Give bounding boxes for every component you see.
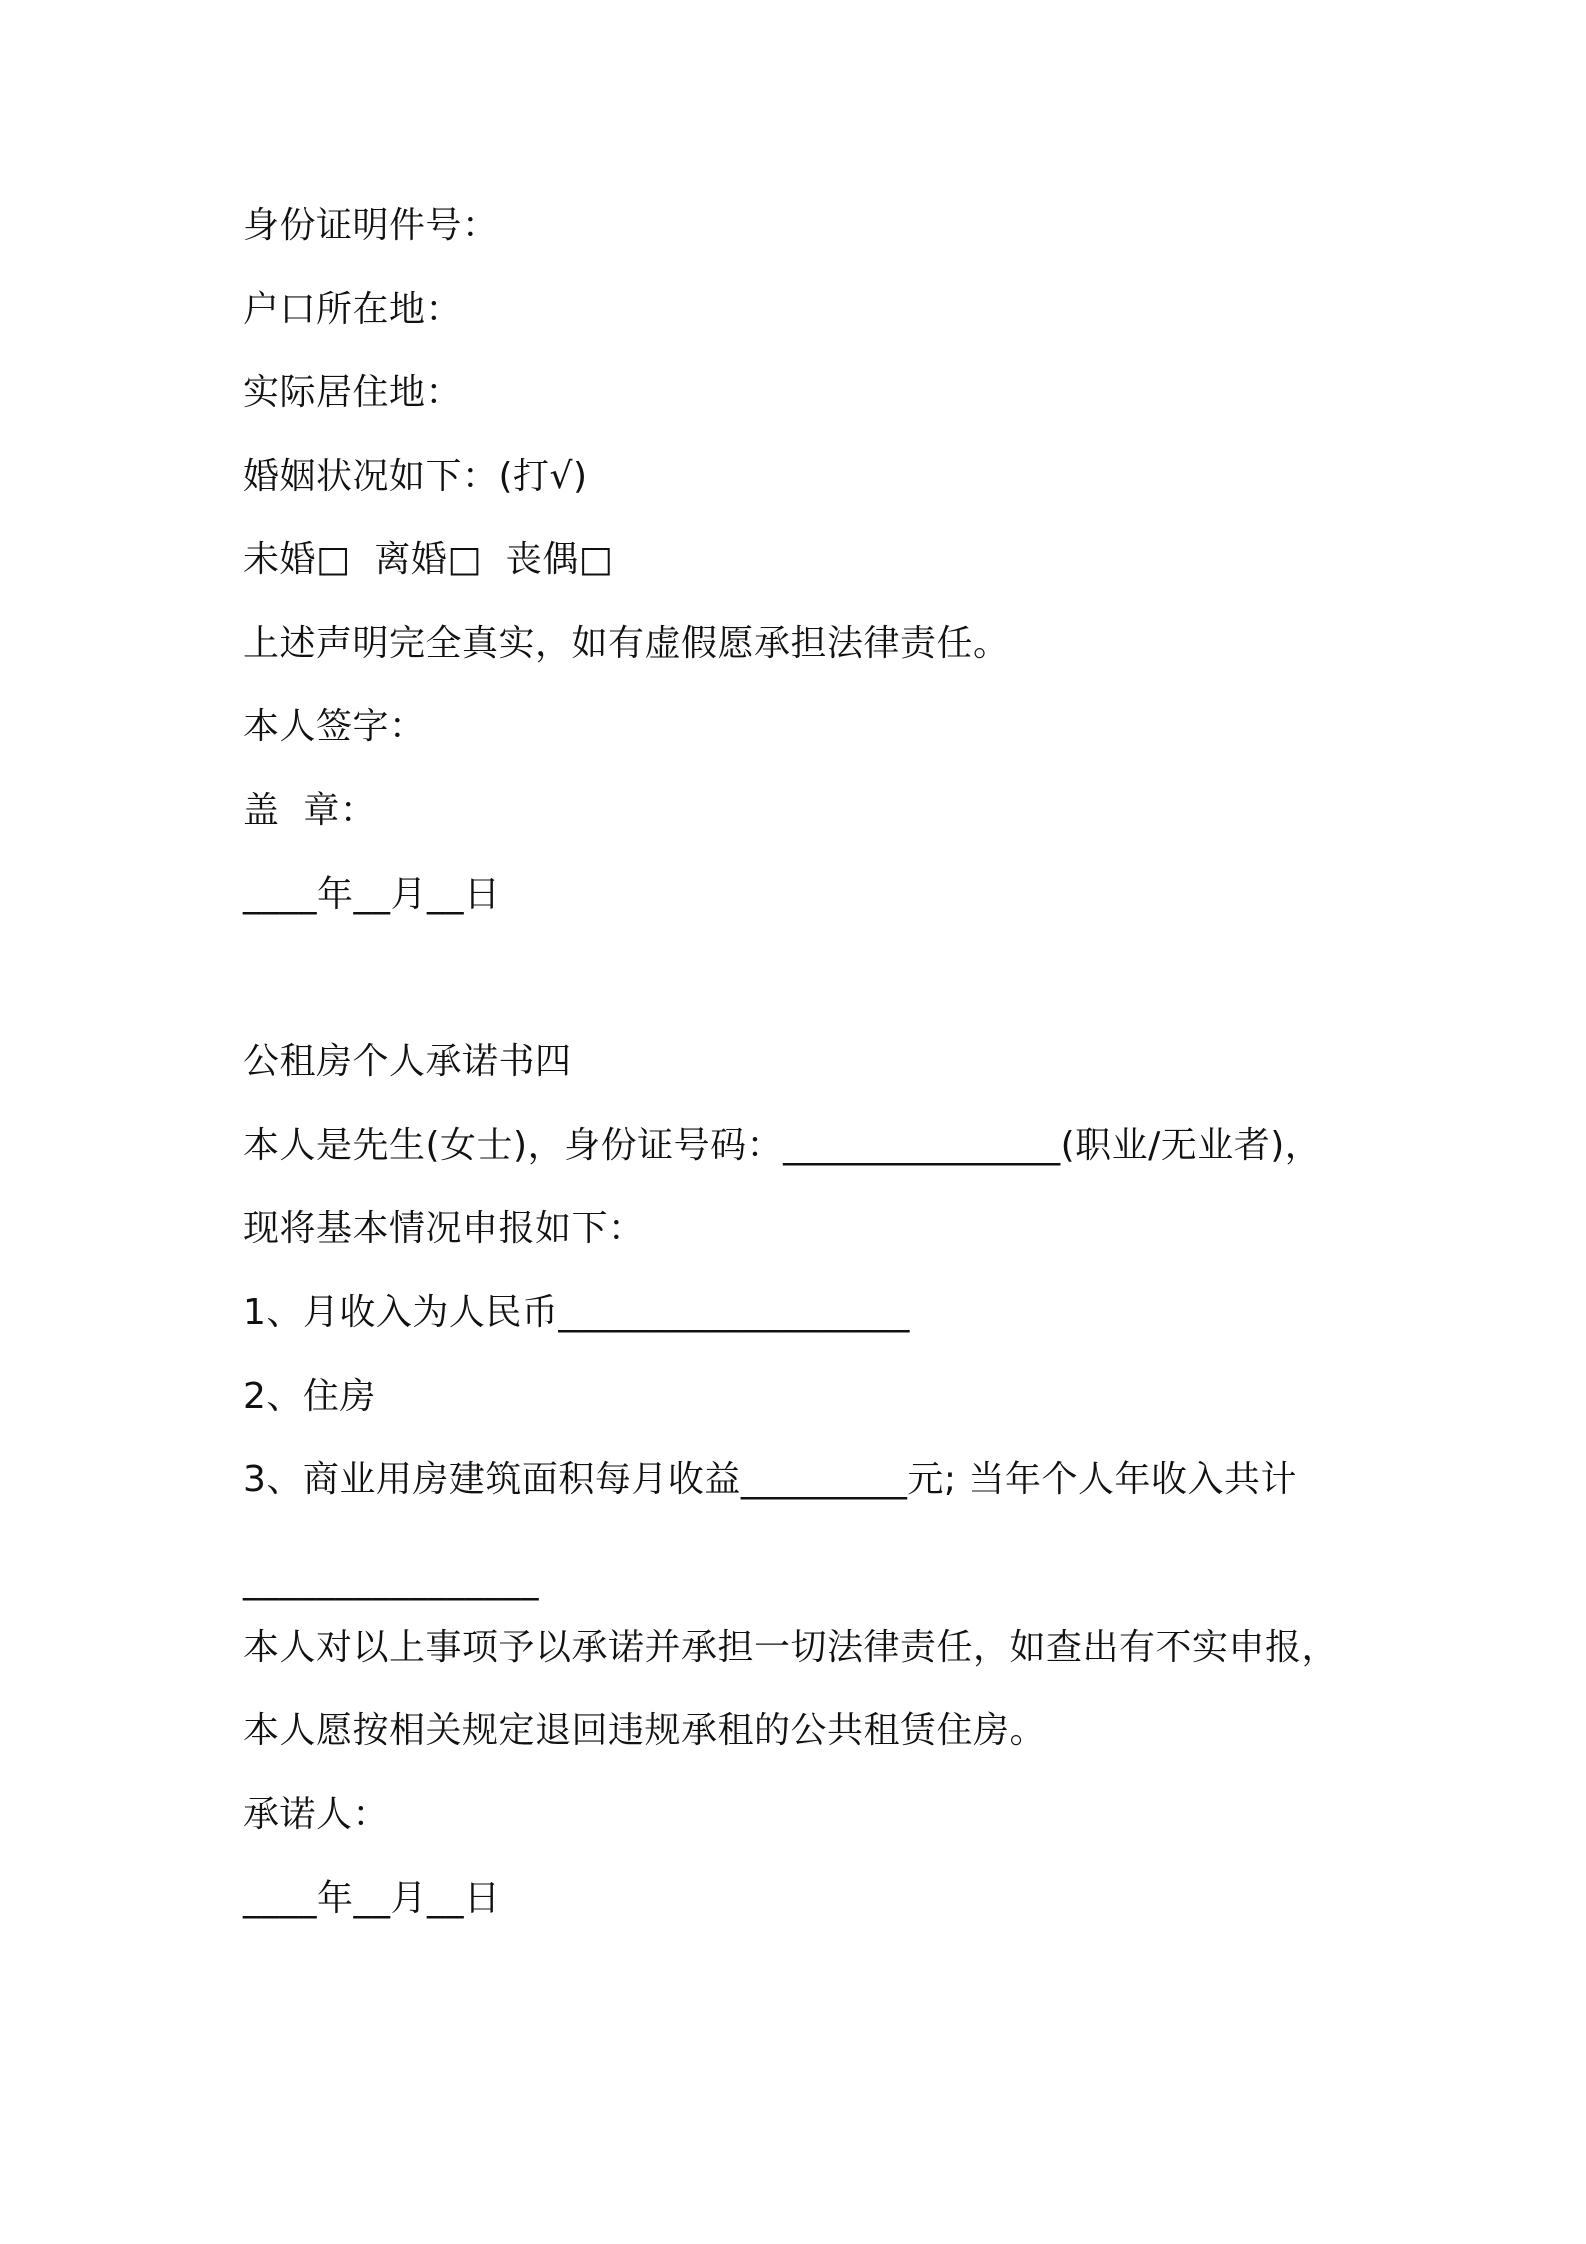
date-line-1: ____年__月__日: [243, 874, 501, 915]
pledger-label: 承诺人：: [243, 1794, 390, 1835]
section-title: 公租房个人承诺书四: [243, 1041, 572, 1082]
seal-label: 盖 章：: [243, 790, 377, 831]
household-registration-label: 户口所在地：: [243, 289, 463, 330]
date-line-2: ____年__月__日: [243, 1878, 501, 1919]
marital-options: 未婚□ 离婚□ 丧偶□: [243, 539, 614, 580]
pledge-line-1: 本人对以上事项予以承诺并承担一切法律责任，如查出有不实申报，: [243, 1627, 1339, 1668]
marital-status-label: 婚姻状况如下：(打√): [243, 456, 588, 497]
item-commercial-income: 3、商业用房建筑面积每月收益_________元; 当年个人年收入共计: [243, 1459, 1297, 1500]
declaration-statement: 上述声明完全真实，如有虚假愿承担法律责任。: [243, 623, 1010, 664]
id-number-label: 身份证明件号：: [243, 205, 499, 246]
pledge-line-2: 本人愿按相关规定退回违规承租的公共租赁住房。: [243, 1710, 1047, 1751]
item-annual-income-blank: ________________: [243, 1560, 539, 1601]
item-monthly-income: 1、月收入为人民币___________________: [243, 1292, 910, 1333]
actual-residence-label: 实际居住地：: [243, 372, 463, 413]
item-housing: 2、住房: [243, 1376, 376, 1417]
intro-line: 本人是先生(女士)，身份证号码：_______________(职业/无业者)，: [243, 1125, 1322, 1166]
intro-line-2: 现将基本情况申报如下：: [243, 1208, 645, 1249]
signature-label: 本人签字：: [243, 706, 426, 747]
